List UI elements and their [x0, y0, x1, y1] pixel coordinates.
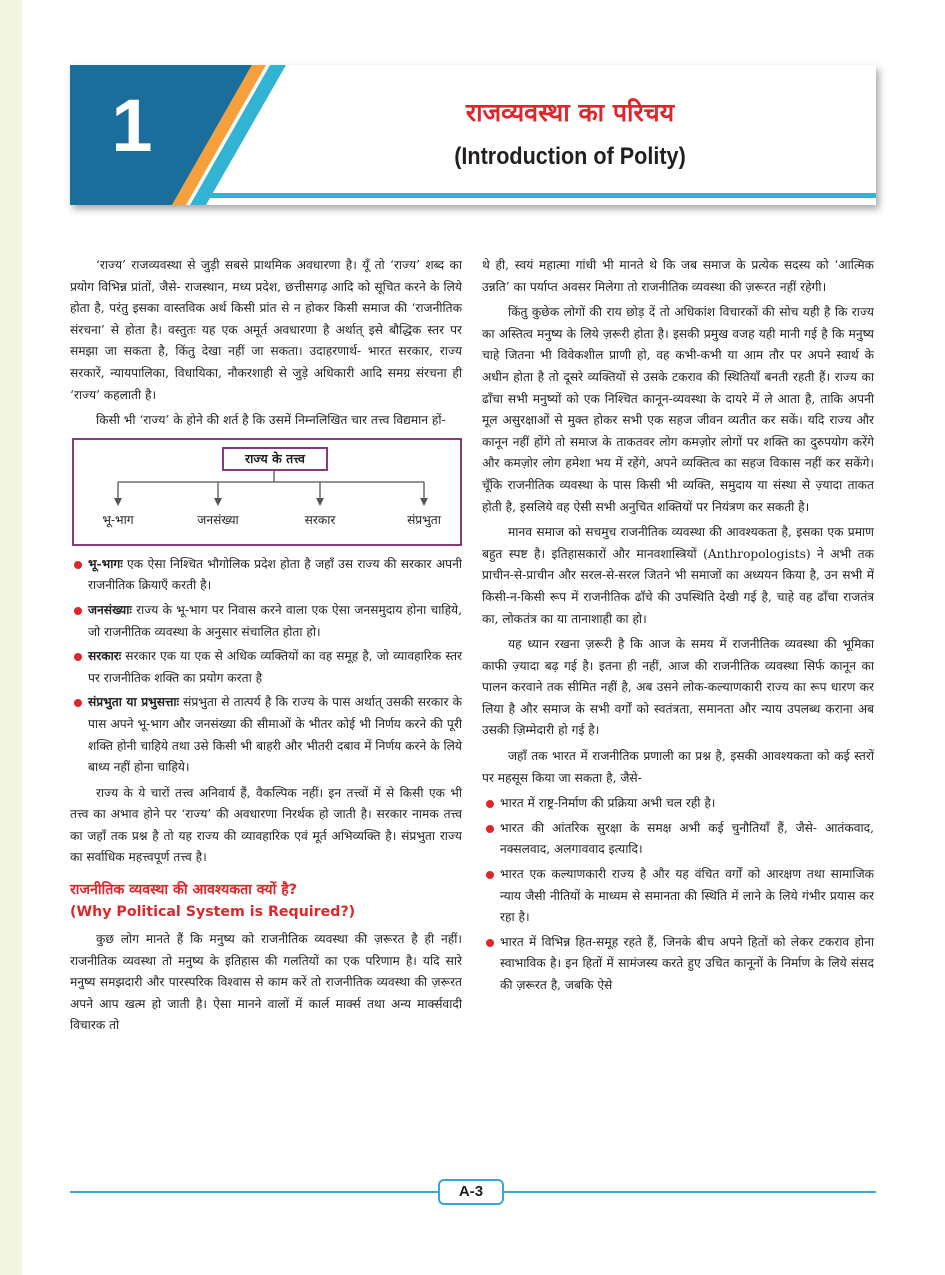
list-text: भारत में विभिन्न हित-समूह रहते हैं, जिनके बीच अपने हितों को लेकर टकराव होना स्वाभाविक है। इन हितों में सामंजस्य करते हुए उचित कानूनों के निर्माण के लिये संसद की ज़रूरत है, जबकि ऐसे [500, 934, 874, 992]
list-text: भारत में राष्ट्र-निर्माण की प्रक्रिया अभी चल रही है। [500, 796, 716, 811]
header-bottom-line [204, 193, 876, 198]
elements-list [70, 554, 462, 779]
paragraph: मानव समाज को सचमुच राजनीतिक व्यवस्था की आवश्यकता है, इसका एक प्रमाण बहुत स्पष्ट है। इतिहासकारों और मानवशास्त्रियों (Anthropologists) ने अभी तक प्राचीन-से-प्राचीन और सरल-से-सरल जितने भी समाजों का अध्ययन किया है, उन सभी में किसी-न-किसी रूप में राजनीतिक ढाँचे की उपस्थिति देखी गई है, चाहे वह ढाँचा राजतंत्र का, लोकतंत्र का या तानाशाही का हो। [482, 525, 874, 626]
list-item [482, 864, 874, 929]
list-term: संप्रभुता या प्रभुसत्ताः [88, 695, 179, 710]
list-item [482, 932, 874, 997]
list-item [70, 600, 462, 643]
paragraph: जहाँ तक भारत में राजनीतिक प्रणाली का प्रश्न है, इसकी आवश्यकता को कई स्तरों पर महसूस किया जा सकता है, जैसे- [482, 749, 874, 785]
page-edge-strip [0, 0, 22, 1275]
list-item [70, 646, 462, 689]
section-title-hindi: राजनीतिक व्यवस्था की आवश्यकता क्यों है? [70, 882, 297, 899]
list-text: राज्य के भू-भाग पर निवास करने वाला एक ऐसा जनसमुदाय होना चाहिये, जो राजनीतिक व्यवस्था के अनुसार संचालित होता हो। [88, 602, 462, 639]
list-text: एक ऐसा निश्चित भौगोलिक प्रदेश होता है जहाँ उस राज्य की सरकार अपनी राजनीतिक क्रियाएँ करती है। [88, 556, 462, 593]
list-item [70, 692, 462, 778]
paragraph: यह ध्यान रखना ज़रूरी है कि आज के समय में राजनीतिक व्यवस्था की भूमिका काफी ज़्यादा बढ़ गई है। इतना ही नहीं, आज की राजनीतिक व्यवस्था सिर्फ कानून का पालन करवाने तक सीमित नहीं है, अब उसने लोक-कल्याणकारी राज्य का रूप धारण कर लिया है और समाज के सभी वर्गों को स्वतंत्रता, समानता और न्याय उपलब्ध कराना अब उसकी ज़िम्मेदारी हो गई है। [482, 637, 874, 738]
chapter-title-hindi: राजव्यवस्था का परिचय [465, 98, 675, 127]
paragraph: थे ही, स्वयं महात्मा गांधी भी मानते थे कि जब समाज के प्रत्येक सदस्य को ‘आत्मिक उन्नति’ का पर्याप्त अवसर मिलेगा तो राजनीतिक व्यवस्था की ज़रूरत नहीं रहेगी। [482, 258, 874, 294]
paragraph: ‘राज्य’ राजव्यवस्था से जुड़ी सबसे प्राथमिक अवधारणा है। यूँ तो ‘राज्य’ शब्द का प्रयोग विभिन्न प्रांतों, जैसे- राजस्थान, मध्य प्रदेश, छत्तीसगढ़ आदि को सूचित करने के लिये होता है, परंतु इसका वास्तविक अर्थ किसी प्रांत से न होकर किसी समाज की ‘राजनीतिक संरचना’ से होता है। वस्तुतः यह एक अमूर्त अवधारणा है अर्थात् इसे बौद्धिक स्तर पर समझा जा सकता है, किंतु देखा नहीं जा सकता। उदाहरणार्थ- भारत सरकार, राज्य सरकारें, न्यायपालिका, विधायिका, नौकरशाही से जुड़े अधिकारी आदि समग्र संरचना ही ‘राज्य’ कहलाती है। [70, 258, 462, 402]
diagram-leaf-government: सरकार [304, 512, 336, 527]
section-title-english: (Why Political System is Required?) [70, 904, 356, 921]
list-item [70, 554, 462, 597]
paragraph: राज्य के ये चारों तत्त्व अनिवार्य हैं, वैकल्पिक नहीं। इन तत्त्वों में से किसी एक भी तत्त्व का अभाव होने पर ‘राज्य’ की अवधारणा निरर्थक हो जाती है। सरकार नामक तत्त्व का जहाँ तक प्रश्न है तो यह राज्य की व्यावहारिक एवं मूर्त अभिव्यक्ति है। संप्रभुता राज्य का सर्वाधिक महत्त्वपूर्ण तत्त्व है। [70, 785, 462, 865]
list-term: भू-भागः [88, 556, 123, 571]
bullet-dot [486, 871, 494, 879]
list-text: भारत एक कल्याणकारी राज्य है और यह वंचित वर्गों को आरक्षण तथा सामाजिक न्याय जैसी नीतियों के माध्यम से समानता की स्थिति में लाने के लिये गंभीर प्रयास कर रहा है। [500, 867, 874, 925]
diagram-root: राज्य के तत्त्व [222, 447, 328, 471]
elements-of-state-diagram [72, 438, 462, 546]
left-column [70, 255, 462, 1041]
india-needs-list [482, 793, 874, 996]
bullet-dot [486, 800, 494, 808]
diagram-leaf-territory: भू-भाग [102, 512, 134, 527]
diagram-leaf-population: जनसंख्या [197, 512, 239, 527]
list-text: भारत की आंतरिक सुरक्षा के समक्ष अभी कई चुनौतियाँ हैं, जैसे- आतंकवाद, नक्सलवाद, अलगाववाद इत्यादि। [500, 820, 874, 857]
list-text: सरकार एक या एक से अधिक व्यक्तियों का वह समूह है, जो व्यावहारिक स्तर पर राजनीतिक शक्ति का प्रयोग करता है [88, 649, 462, 685]
chapter-number: 1 [111, 84, 153, 167]
page-number: A-3 [438, 1179, 504, 1205]
chapter-header [70, 65, 876, 205]
list-term: सरकारः [88, 649, 122, 664]
chapter-title-english: (Introduction of Polity) [454, 143, 686, 170]
paragraph: कुछ लोग मानते हैं कि मनुष्य को राजनीतिक व्यवस्था की ज़रूरत है ही नहीं। राजनीतिक व्यवस्था तो मनुष्य के इतिहास की गलतियों का एक परिणाम है। यदि सारे मनुष्य समझदारी और पारस्परिक विश्वास से काम करें तो राजनीतिक व्यवस्था की ज़रूरत अपने आप खत्म हो जाती है। ऐसा मानने वालों में कार्ल मार्क्स तथा अन्य मार्क्सवादी विचारक तो [70, 932, 462, 1033]
bullet-dot [74, 653, 82, 661]
list-term: जनसंख्याः [88, 602, 132, 617]
list-item [482, 793, 874, 815]
list-item [482, 818, 874, 861]
right-column [482, 255, 874, 1001]
bullet-dot [74, 607, 82, 615]
bullet-dot [486, 825, 494, 833]
paragraph: किसी भी ‘राज्य’ के होने की शर्त है कि उसमें निम्नलिखित चार तत्त्व विद्यमान हों- [96, 413, 446, 428]
paragraph: किंतु कुछेक लोगों की राय छोड़ दें तो अधिकांश विचारकों की सोच यही है कि राज्य का अस्तित्व मनुष्य के लिये ज़रूरी होता है। इसकी प्रमुख वजह यही मानी गई है कि मनुष्य चाहे जितना भी विवेकशील प्राणी हो, वह कभी-कभी या आम तौर पर अपने स्वार्थ के अधीन होता है तो दूसरे व्यक्तियों से उसके टकराव की स्थितियाँ बनती रहती हैं। राज्य का ढाँचा सभी मनुष्यों को एक निश्चित कानून-व्यवस्था के दायरे में ले आता है, ताकि अपनी मूल असुरक्षाओं से मुक्त होकर सभी एक सहज जीवन व्यतीत कर सकें। यदि राज्य और कानून नहीं होंगे तो समाज के ताकतवर लोग कमज़ोर लोगों पर शक्ति का दुरुपयोग करेंगे और कमज़ोर लोग हमेशा भय में रहेंगे, अपने व्यक्तित्व का सहज विकास नहीं कर सकेंगे। चूँकि राजनीतिक व्यवस्था के पास किसी भी व्यक्ति, समुदाय या संस्था से ज़्यादा ताकत होती है, इसलिये वह ऐसी सभी अनुचित शक्तियों पर नियंत्रण कर सकती है। [482, 305, 874, 514]
diagram-leaf-sovereignty: संप्रभुता [407, 512, 441, 527]
header-graphic [70, 65, 876, 205]
bullet-dot [74, 561, 82, 569]
list-text: संप्रभुता से तात्पर्य है कि राज्य के पास अर्थात् उसकी सरकार के पास अपने भू-भाग और जनसंख्या की सीमाओं के भीतर कोई भी निर्णय करने की पूरी शक्ति होनी चाहिये तथा उसे किसी भी बाहरी और भीतरी दबाव में निर्णय करने के लिये बाध्य नहीं होना चाहिये। [88, 695, 462, 775]
bullet-dot [74, 699, 82, 707]
bullet-dot [486, 939, 494, 947]
